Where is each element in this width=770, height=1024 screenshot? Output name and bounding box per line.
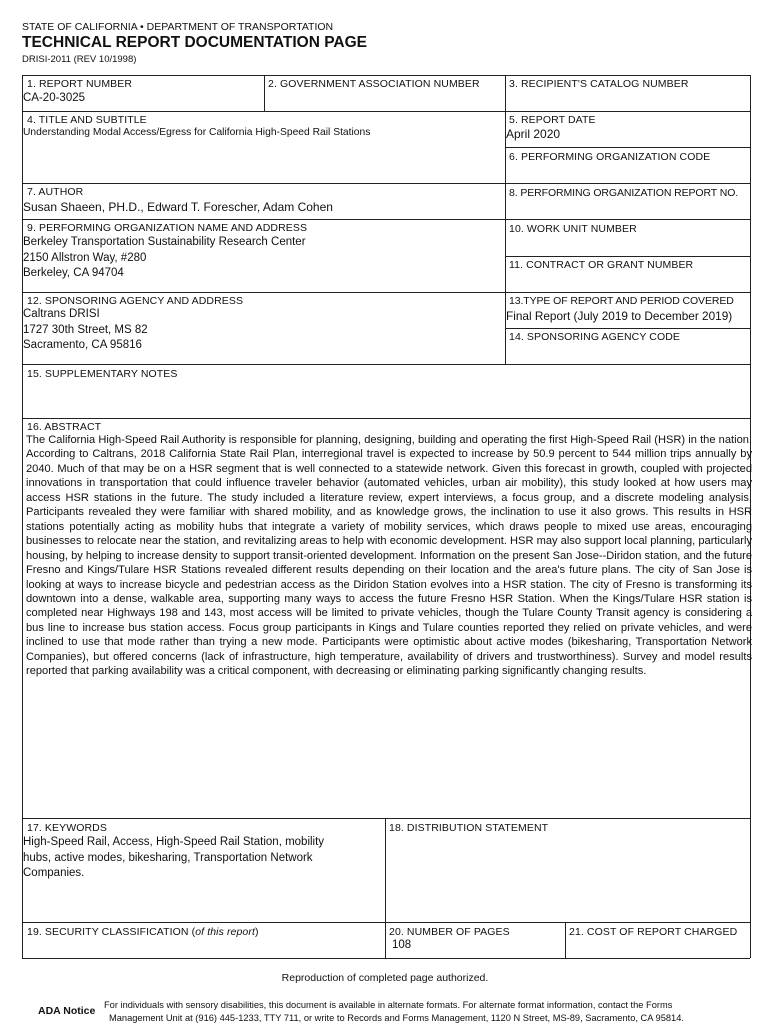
ada-notice-line-2: Management Unit at (916) 445-1233, TTY 711, or write to Records and Forms Management, 1120 N Street, MS-89, Sacramento, CA 95814.: [109, 1013, 684, 1023]
author-label: 7. AUTHOR: [27, 186, 84, 198]
perf-org-code-label: 6. PERFORMING ORGANIZATION CODE: [509, 151, 711, 163]
abstract-body: [26, 433, 752, 679]
sponsoring-agency-label: 12. SPONSORING AGENCY AND ADDRESS: [27, 295, 244, 307]
keywords-line: Companies.: [23, 867, 85, 880]
title-subtitle-label: 4. TITLE AND SUBTITLE: [27, 114, 147, 126]
ada-notice-line-1: For individuals with sensory disabilities, this document is available in alternate formats. For alternate format information, contact the Forms: [104, 1000, 673, 1010]
keywords-label: 17. KEYWORDS: [27, 822, 107, 834]
security-label-prefix: 19. SECURITY CLASSIFICATION (: [27, 926, 196, 938]
distribution-label: 18. DISTRIBUTION STATEMENT: [389, 822, 549, 834]
supplementary-notes-label: 15. SUPPLEMENTARY NOTES: [27, 368, 178, 380]
contract-grant-label: 11. CONTRACT OR GRANT NUMBER: [509, 259, 694, 271]
pages-label: 20. NUMBER OF PAGES: [389, 926, 510, 938]
address-line: 2150 Allstron Way, #280: [23, 251, 147, 264]
report-date-label: 5. REPORT DATE: [509, 114, 596, 126]
agency-header: STATE OF CALIFORNIA • DEPARTMENT OF TRANSPORTATION: [22, 21, 334, 33]
abstract-label: 16. ABSTRACT: [27, 421, 102, 433]
title-subtitle-value: Understanding Modal Access/Egress for California High-Speed Rail Stations: [23, 127, 371, 138]
address-line: Berkeley Transportation Sustainability Research Center: [23, 236, 306, 248]
keywords-line: High-Speed Rail, Access, High-Speed Rail Station, mobility: [23, 836, 325, 848]
author-value: Susan Shaeen, PH.D., Edward T. Forescher, Adam Cohen: [23, 200, 333, 214]
perf-org-report-no-label: 8. PERFORMING ORGANIZATION REPORT NO.: [509, 187, 739, 199]
form-id: DRISI-2011 (REV 10/1998): [22, 54, 137, 65]
keywords-line: hubs, active modes, bikesharing, Transportation Network: [23, 851, 313, 864]
work-unit-label: 10. WORK UNIT NUMBER: [509, 223, 637, 235]
abstract-text: The California High-Speed Rail Authority is responsible for planning, designing, building and operating the first High-Speed Rail (HSR) in the nation. According to Caltrans, 2018 California State Rail Plan, interregional travel is expected to increase by 50.9 percent to 544 million trips annually by 2040. Much of that may be on a HSR segment that is well connected to a statewide network. Given this forecast in growth, coupled with projected innovations in transportation that could influence traveler behavior (automated vehicles, urban air mobility), this study looked at how users may access HSR stations in the future. The study included a literature review, expert interviews, a focus group, and a discrete modeling analysis. Participants revealed they were familiar with shared mobility, and as knowledge grows, the inclination to use it also grows. This results in HSR stations potentially acting as mobility hubs that integrate a variety of mobility services, which draws people to mixed use areas, encouraging businesses to relocate near the station, and revitalizing areas to help with economic development. HSR may also support local planning, particularly housing, by helping to increase density to support transit-oriented development. Information on the present San Jose--Diridon station, and the future Fresno and Kings/Tulare HSR Stations revealed different results depending on their location and the area's future plans. The city of San Jose is looking at ways to increase bicycle and pedestrian access as the Diridon Station evolves into a HSR station. The city of Fresno is transforming its downtown into a dense, walkable area, supporting many ways to access the future Fresno HSR Station. When the Kings/Tulare HSR station is completed near Highways 198 and 143, most access will be limited to private vehicles, though the Tulare County Transit agency is considering a bus line to increase bus station access. Focus group participants in Kings and Tulare counties reported they relied on private vehicles, and were inclined to use that mode rather than trying a new mode. Participants were optimistic about active modes (bikesharing, Transportation Network Companies), but offered concerns (lack of infrastructure, high temperature, availability of drivers and trustworthiness). Survey and model results reported that parking availability was a critical component, with decreasing or eliminating parking significantly changing results.: [26, 434, 752, 678]
perf-org-name-label: 9. PERFORMING ORGANIZATION NAME AND ADDRESS: [27, 222, 308, 234]
sponsoring-code-label: 14. SPONSORING AGENCY CODE: [509, 331, 681, 343]
report-type-value: Final Report (July 2019 to December 2019): [506, 309, 733, 323]
perf-org-address: [23, 235, 306, 282]
address-line: 1727 30th Street, MS 82: [23, 323, 148, 336]
catalog-number-label: 3. RECIPIENT'S CATALOG NUMBER: [509, 78, 689, 90]
report-number-label: 1. REPORT NUMBER: [27, 78, 133, 90]
ada-notice-label: ADA Notice: [38, 1005, 96, 1017]
page-title: TECHNICAL REPORT DOCUMENTATION PAGE: [22, 34, 368, 51]
security-label-suffix: ): [254, 926, 259, 938]
gov-assoc-number-label: 2. GOVERNMENT ASSOCIATION NUMBER: [268, 78, 480, 90]
report-number-value: CA-20-3025: [23, 92, 86, 104]
address-line: Sacramento, CA 95816: [23, 339, 142, 352]
security-label-italic: of this report: [195, 926, 255, 938]
reproduction-note: Reproduction of completed page authorized.: [281, 972, 489, 984]
security-label: [27, 926, 259, 938]
address-line: Caltrans DRISI: [23, 308, 100, 320]
cost-label: 21. COST OF REPORT CHARGED: [569, 926, 738, 938]
address-line: Berkeley, CA 94704: [23, 267, 124, 280]
keywords-text: [23, 835, 324, 882]
report-date-value: April 2020: [506, 127, 561, 141]
sponsoring-agency-address: [23, 307, 148, 354]
pages-value: 108: [392, 939, 412, 951]
report-type-label: 13.TYPE OF REPORT AND PERIOD COVERED: [509, 295, 734, 307]
